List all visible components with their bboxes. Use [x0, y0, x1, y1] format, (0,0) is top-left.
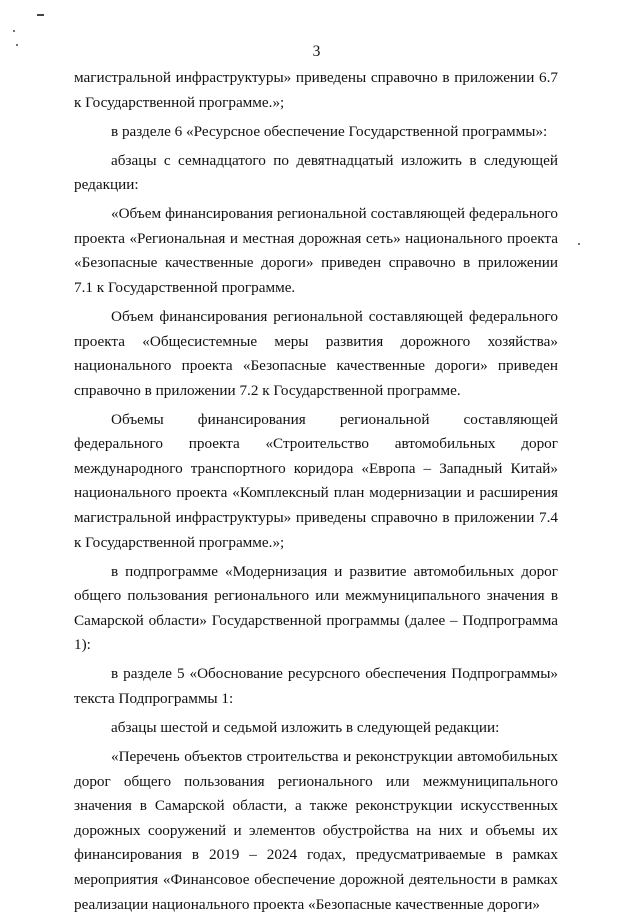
scan-artifact: [578, 243, 580, 245]
paragraph: в разделе 5 «Обоснование ресурсного обеспечения Подпрограммы» текста Подпрограммы 1:: [74, 665, 558, 707]
paragraph: абзацы шестой и седьмой изложить в следующей редакции:: [111, 718, 500, 736]
paragraph: Объемы финансирования региональной составляющей федерального проекта «Строительство автомобильных дорог международного транспортного коридора «Европа – Западный Китай» национального проекта «Комплексный план модернизации и расширения магистральной инфраструктуры» приведены справочно в приложении 7.4 к Государственной программе.»;: [74, 410, 558, 551]
paragraph: Объем финансирования региональной составляющей федерального проекта «Общесистемные меры развития дорожного хозяйства» национального проекта «Безопасные качественные дороги» приведен справочно в приложении 7.2 к Государственной программе.: [74, 307, 558, 399]
page-number: 3: [312, 43, 321, 60]
scan-artifact: [37, 14, 44, 16]
scan-artifact: [13, 30, 15, 32]
paragraph: «Перечень объектов строительства и реконструкции автомобильных дорог общего пользования регионального или межмуниципального значения в Самарской области, а также реконструкции искусственных дорожных сооружений и элементов обустройства на них и объемы их финансирования в 2019 – 2024 годах, предусматриваемые в рамках мероприятия «Финансовое обеспечение дорожной деятельности в рамках реализации национального проекта «Безопасные качественные дороги»: [74, 747, 558, 913]
paragraph: абзацы с семнадцатого по девятнадцатый изложить в следующей редакции:: [74, 151, 558, 194]
paragraph: «Объем финансирования региональной составляющей федерального проекта «Региональная и местная дорожная сеть» национального проекта «Безопасные качественные дороги» приведен справочно в приложении 7.1 к Государственной программе.: [74, 205, 558, 296]
paragraph: в разделе 6 «Ресурсное обеспечение Государственной программы»:: [111, 122, 548, 140]
paragraph: в подпрограмме «Модернизация и развитие автомобильных дорог общего пользования регионального или межмуниципального значения в Самарской области» Государственной программы (далее – Подпрограмма 1):: [74, 562, 558, 654]
document-body: [74, 66, 558, 922]
paragraph-continuation: магистральной инфраструктуры» приведены справочно в приложении 6.7 к Государственной программе.»;: [74, 69, 558, 111]
